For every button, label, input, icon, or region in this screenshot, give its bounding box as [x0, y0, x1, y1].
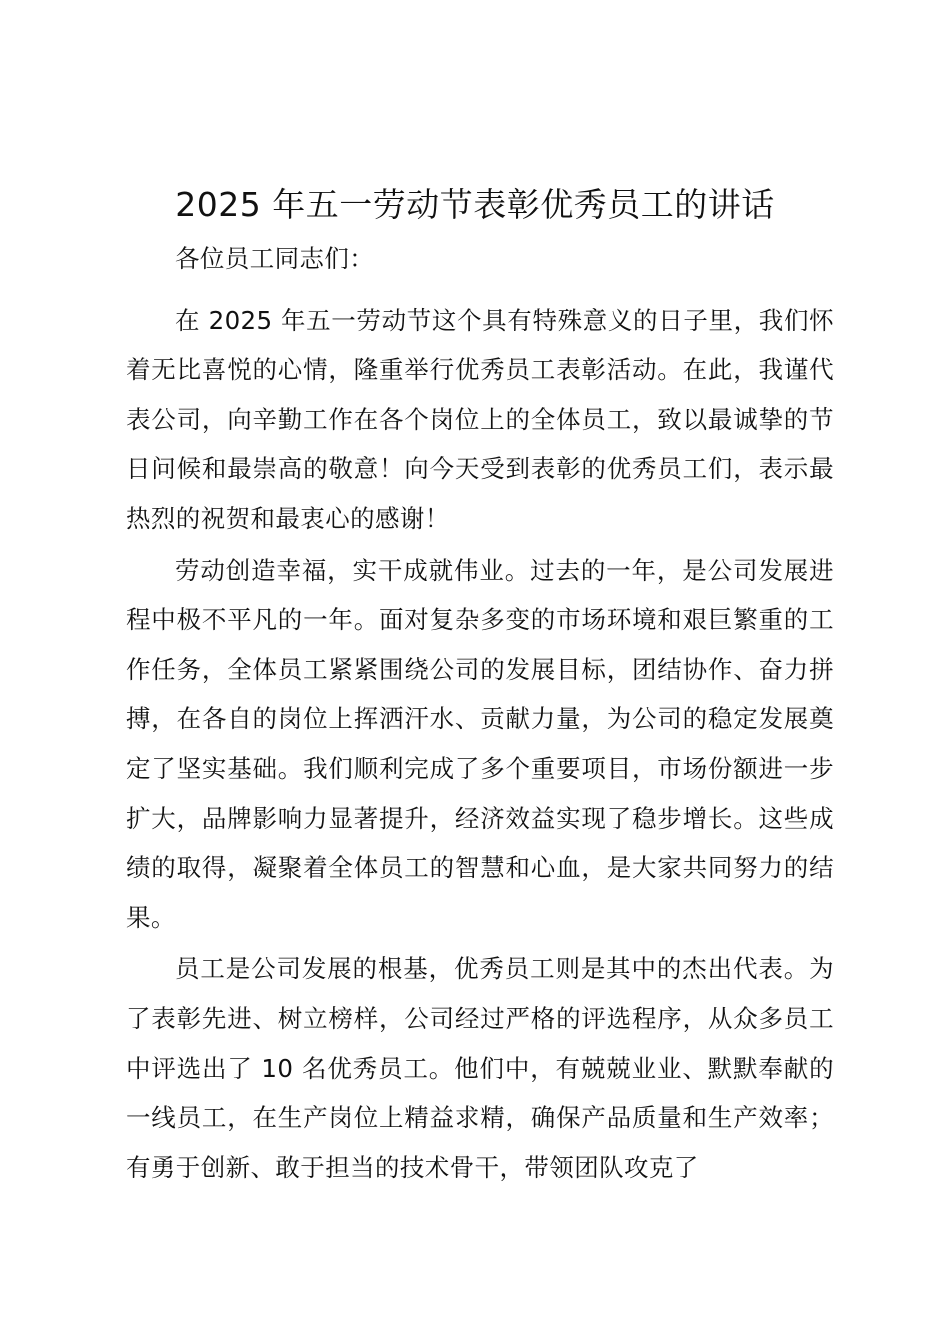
document-body [126, 234, 834, 1192]
paragraph-3: 员工是公司发展的根基，优秀员工则是其中的杰出代表。为了表彰先进、树立榜样，公司经过严格的评选程序，从众多员工中评选出了 10 名优秀员工。他们中，有兢兢业业、默默奉献的一线员工，在生产岗位上精益求精，确保产品质量和生产效率；有勇于创新、敢于担当的技术骨干，带领团队攻克了 [126, 954, 834, 1182]
salutation: 各位员工同志们： [175, 244, 375, 273]
paragraph-2: 劳动创造幸福，实干成就伟业。过去的一年，是公司发展进程中极不平凡的一年。面对复杂多变的市场环境和艰巨繁重的工作任务，全体员工紧紧围绕公司的发展目标，团结协作、奋力拼搏，在各自的岗位上挥洒汗水、贡献力量，为公司的稳定发展奠定了坚实基础。我们顺利完成了多个重要项目，市场份额进一步扩大，品牌影响力显著提升，经济效益实现了稳步增长。这些成绩的取得，凝聚着全体员工的智慧和心血，是大家共同努力的结果。 [126, 555, 834, 932]
document-title: 2025 年五一劳动节表彰优秀员工的讲话 [175, 185, 775, 224]
paragraph-1: 在 2025 年五一劳动节这个具有特殊意义的日子里，我们怀着无比喜悦的心情，隆重举行优秀员工表彰活动。在此，我谨代表公司，向辛勤工作在各个岗位上的全体员工，致以最诚挚的节日问候和最崇高的敬意！向今天受到表彰的优秀员工们，表示最热烈的祝贺和最衷心的感谢！ [126, 305, 834, 533]
